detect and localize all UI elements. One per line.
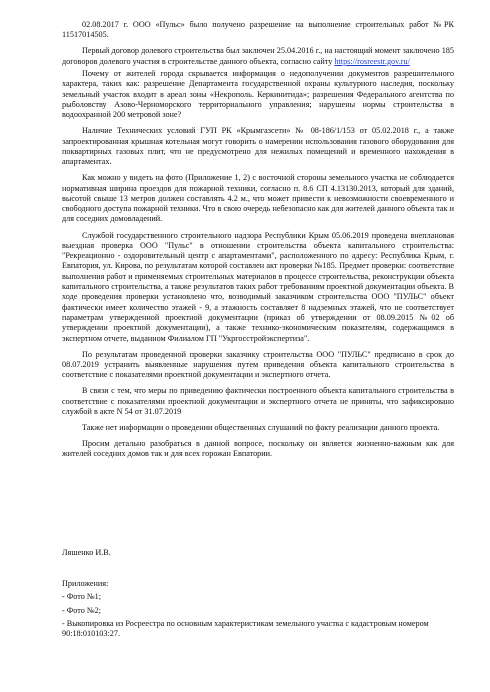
attachments-list	[62, 592, 454, 643]
paragraph-permit: 02.08.2017 г. ООО «Пульс» было получено разрешение на выполнение строительных работ №РК 11517014505.	[62, 20, 454, 40]
attachments-title: Приложения:	[62, 579, 109, 588]
attachment-item-photo-2: - Фото №2;	[62, 605, 102, 615]
paragraph-permits-question: Почему от жителей города скрывается информация о недополучении документов разрешительного характера, таких как: разрешение Департамента государственной охраны культурного наследия, поскольку земельный участок входит в ареал зоны «Некрополь. Керкинитида»; разрешения Федерального агентства по рыболовству Азово-Черноморского территориального управления; нарушены нормы строительства в водоохранной 200 метровой зоне?	[62, 68, 454, 120]
document-body	[62, 20, 454, 465]
paragraph-hearings: Также нет информации о проведении общественных слушаний по факту реализации данного проекта.	[82, 422, 440, 432]
paragraph-order: По результатам проведенной проверки заказчику строительства ООО "ПУЛЬС" предписано в срок до 08.07.2019 устранить выявленные нарушения путем приведения объекта капитального строительства в соответствие с показателями проектной документации и экспертного отчета.	[62, 349, 454, 380]
paragraph-gas-conditions: Наличие Технических условий ГУП РК «Крымгазсети» № 08-186/1/153 от 05.02.2018 г., а также запроектированная крышная котельная могут говорить о намерении использования газового оборудования для поквартирных газовых плит, что не предусмотрено для нежилых помещений и временного нахождения в апартаментах.	[62, 126, 454, 167]
paragraph-contracts-text: Первый договор долевого строительства был заключен 25.04.2016 г., на настоящий момент заключено 185 договоров долевого участия в строительстве данного объекта, согласно сайту	[62, 46, 454, 66]
paragraph-contracts	[62, 46, 454, 67]
attachment-item-photo-1: - Фото №1;	[62, 592, 102, 601]
attachment-item-rosreestr-extract: - Выкопировка из Росреестра по основным характеристикам земельного участка с кадастровым номером 90:18:010103:27.	[62, 619, 429, 639]
paragraph-fire-access: Как можно у видеть на фото (Приложение 1, 2) с восточной стороны земельного участка не соблюдается нормативная ширина проездов для пожарной техники, согласно п. 8.6 СП 4.13130.2013, который для зданий, высотой свыше 13 метров должен составлять 4.2 м., что может привести к невозможности своевременного и свободного доступа пожарной техники. Что в свою очередь небезопасно как для жителей данного объекта так и для соседних домовладений.	[62, 173, 454, 224]
paragraph-request: Просим детально разобраться в данной вопросе, поскольку он является жизненно-важным как для жителей соседних домов так и для всех горожан Евпатории.	[62, 439, 454, 459]
paragraph-noncompliance: В связи с тем, что меры по приведению фактически построенного объекта капитального строительства в соответствие с показателями проектной документации и экспертного отчета не приняты, что зафиксировано службой в акте N 54 от 31.07.2019	[62, 386, 454, 416]
signature: Ляшенко И.В.	[62, 548, 111, 557]
rosreestr-link[interactable]: https://rosreestr.gov.ru/	[334, 56, 410, 66]
paragraph-inspection: Службой государственного строительного надзора Республики Крым 05.06.2019 проведена внеплановая выездная проверка ООО "Пульс" в отношении строительства объекта капитального строительства: "Рекреационно - оздоровительный центр с апартаментами", расположенного по адресу: Республика Крым, г. Евпатория, ул. Кирова, по результатам которой составлен акт проверки №185. Предмет проверки: соответствие выполнения работ и применяемых строительных материалов в процессе строительства, реконструкции объекта капитального строительства, а также результатов таких работ требованиям проектной документации объекта. В ходе проведения проверки установлено что, возводимый заказчиком строительства ООО "ПУЛЬС" объект фактически имеет количество этажей - 9, а этажность составляет 8 надземных этажей, что не соответствует параметрам утвержденной проектной документации (приказ об утверждении от 08.09.2015 №02 об утверждении проектной документации), а также технико-экономическим показателям, содержащимся в экспертном отчете, выданном Филиалом ГП "Укргосстройэкспертиза".	[62, 230, 454, 343]
